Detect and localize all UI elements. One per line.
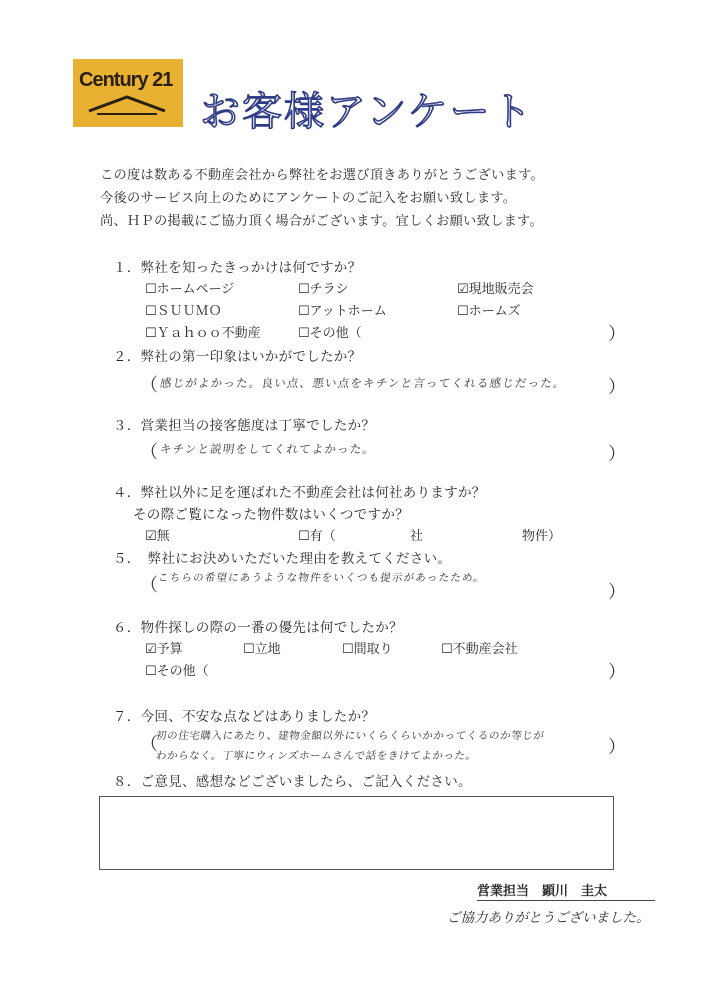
thanks-message: ご協力ありがとうございました。 [447, 910, 650, 926]
question-7: ７．今回、不安な点などはありましたか？ [113, 709, 376, 725]
q2-handwritten-answer: 感じがよかった。良い点、悪い点をキチンと言ってくれる感じだった。 [159, 376, 567, 390]
checkbox-suumo[interactable]: ☐ＳＵＵＭＯ [145, 304, 222, 319]
question-8: ８．ご意見、感想などございましたら、ご記入ください。 [113, 774, 472, 790]
sales-staff-name: 営業担当 顕川 圭太 [477, 880, 655, 901]
question-6: ６．物件探しの際の一番の優先は何でしたか？ [113, 620, 403, 636]
checkbox-yahoo-realestate[interactable]: ☐Ｙａｈｏｏ不動産 [145, 326, 261, 341]
intro-line-2: 今後のサービス向上のためにアンケートのご記入をお願い致します。 [100, 191, 517, 206]
page-title: お客様アンケート [200, 89, 534, 135]
checkbox-floor-plan[interactable]: ☐間取り [342, 642, 393, 657]
q7-close-paren: ） [608, 737, 626, 758]
question-5: ５． 弊社にお決めいただいた理由を教えてください。 [113, 551, 452, 567]
checkbox-flyer[interactable]: ☐チラシ [298, 282, 349, 297]
companies-count-label: 社 [410, 529, 424, 544]
question-4: ４．弊社以外に足を運ばれた不動産会社は何社ありますか？ [113, 485, 486, 501]
checkbox-budget[interactable]: ☑予算 [145, 642, 183, 657]
house-roof-icon [87, 93, 169, 117]
q7-handwritten-answer-line2: わからなく。丁寧にウィンズホームさんで話をきけてよかった。 [155, 750, 478, 762]
question-2: ２．弊社の第一印象はいかがでしたか？ [113, 349, 362, 365]
q3-close-paren: ） [608, 444, 626, 465]
checkbox-onsite-sale[interactable]: ☑現地販売会 [457, 282, 534, 297]
checkbox-other[interactable]: ☐その他（ [298, 326, 362, 341]
question-1: １．弊社を知ったきっかけは何ですか？ [113, 260, 362, 276]
checkbox-athome[interactable]: ☐アットホーム [298, 304, 387, 319]
checkbox-location[interactable]: ☐立地 [243, 642, 281, 657]
checkbox-homes[interactable]: ☐ホームズ [457, 304, 521, 319]
q2-open-paren: （ [140, 375, 158, 396]
q3-open-paren: （ [140, 442, 158, 463]
checkbox-homepage[interactable]: ☐ホームページ [145, 282, 235, 297]
properties-count-label: 物件） [522, 529, 562, 544]
logo-brand-text: Century 21 [79, 69, 173, 91]
q6-close-paren: ） [608, 662, 626, 683]
q5-close-paren: ） [608, 582, 626, 603]
q7-handwritten-answer-line1: 初の住宅購入にあたり、建物金額以外にいくらくらいかかってくるのか等じが [155, 730, 546, 742]
q1-close-paren: ） [608, 324, 626, 345]
q2-close-paren: ） [608, 377, 626, 398]
q7-open-paren: （ [140, 734, 158, 755]
century21-logo [73, 59, 183, 127]
checkbox-none[interactable]: ☑無 [145, 529, 170, 544]
intro-line-1: この度は数ある不動産会社から弊社をお選び頂きありがとうございます。 [100, 168, 545, 183]
checkbox-some[interactable]: ☐有（ [298, 529, 336, 544]
comment-box[interactable] [99, 796, 614, 870]
q5-open-paren: （ [140, 575, 158, 596]
checkbox-other-priority[interactable]: ☐その他（ [145, 664, 209, 679]
question-4-sub: その際ご覧になった物件数はいくつですか？ [133, 507, 409, 523]
checkbox-realestate-company[interactable]: ☐不動産会社 [441, 642, 518, 657]
q3-handwritten-answer: キチンと説明をしてくれてよかった。 [159, 442, 377, 456]
question-3: ３．営業担当の接客態度は丁寧でしたか？ [113, 418, 376, 434]
intro-line-3: 尚、ＨＰの掲載にご協力頂く場合がございます。宜しくお願い致します。 [100, 214, 543, 229]
q5-handwritten-answer: こちらの希望にあうような物件をいくつも提示があったため。 [157, 572, 486, 584]
